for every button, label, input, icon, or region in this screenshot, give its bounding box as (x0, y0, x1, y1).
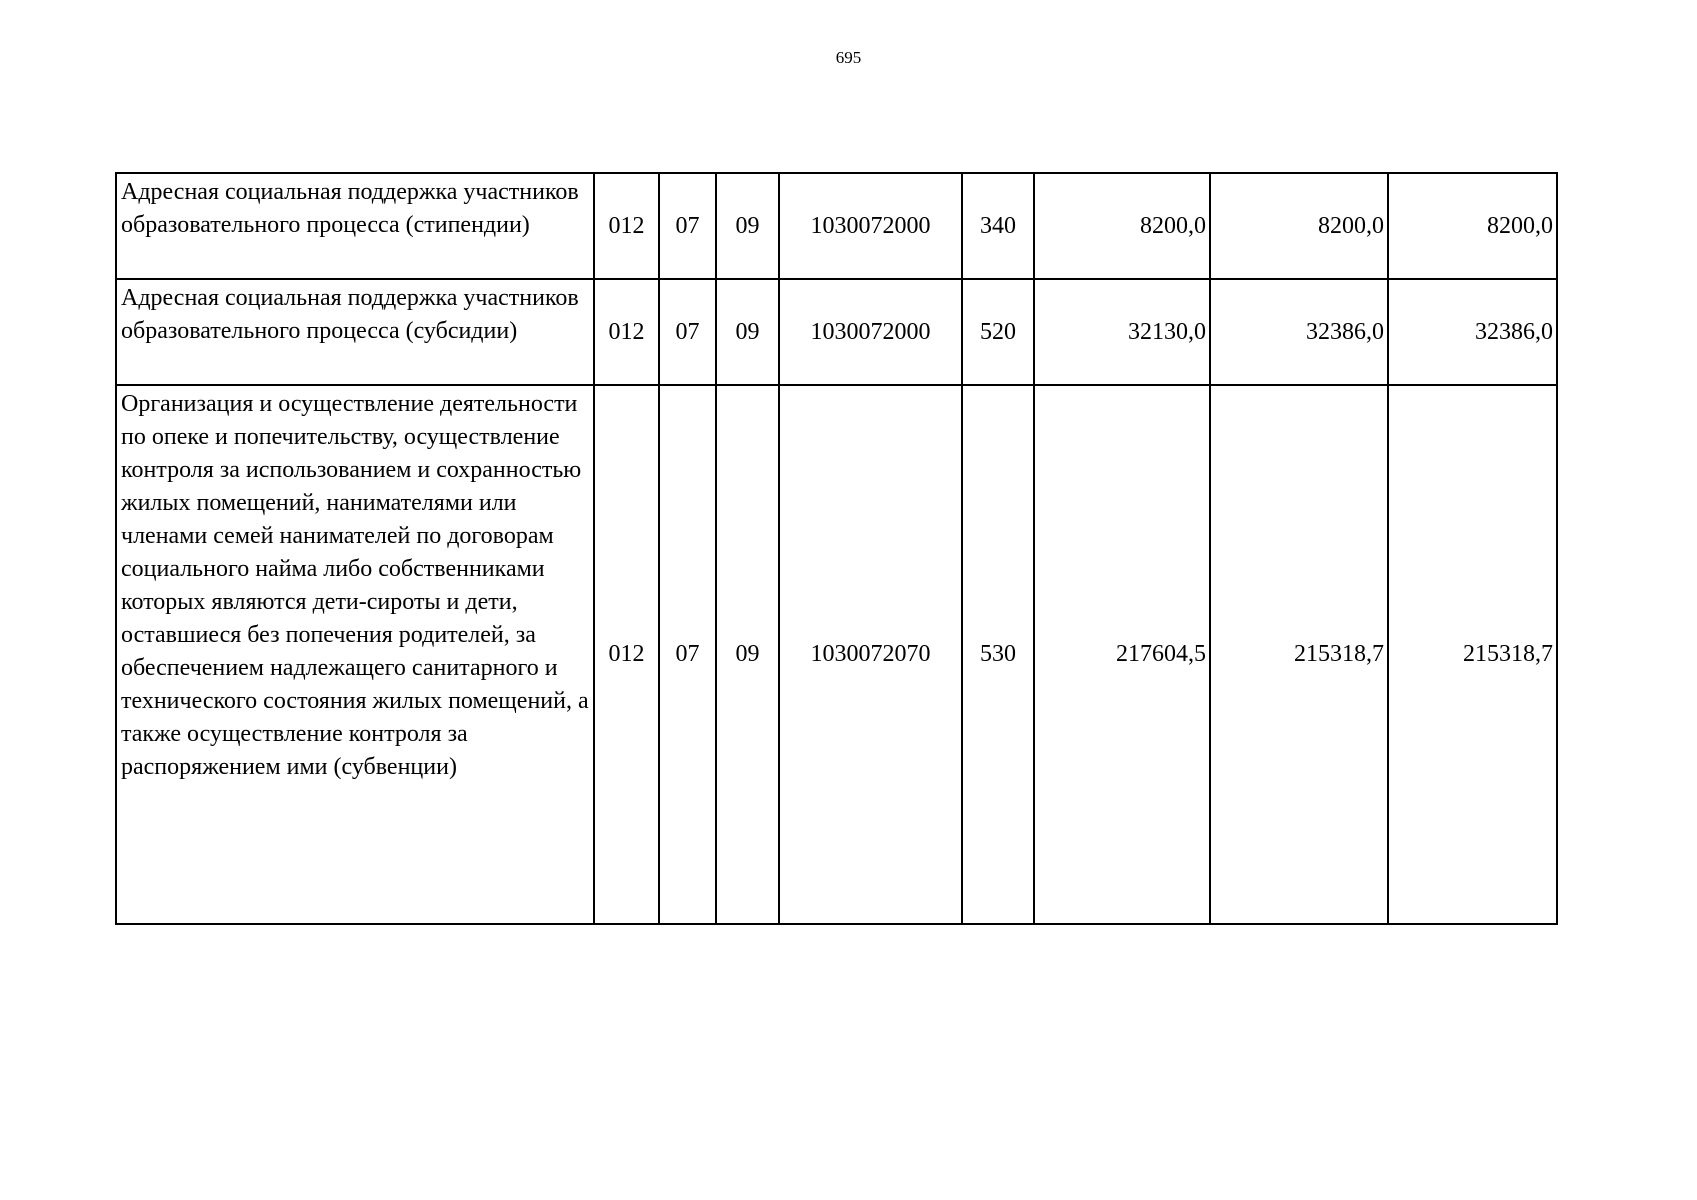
amount-year-1: 8200,0 (1034, 173, 1210, 279)
section-code: 07 (659, 173, 716, 279)
subsection-code: 09 (716, 173, 779, 279)
row-description: Адресная социальная поддержка участников образовательного процесса (субсидии) (116, 279, 594, 385)
subsection-code: 09 (716, 385, 779, 924)
expense-type-code: 340 (962, 173, 1034, 279)
amount-year-3: 32386,0 (1388, 279, 1557, 385)
budget-table (115, 172, 1558, 925)
amount-year-1: 217604,5 (1034, 385, 1210, 924)
page-number: 695 (835, 48, 862, 67)
amount-year-2: 8200,0 (1210, 173, 1388, 279)
row-description: Адресная социальная поддержка участников образовательного процесса (стипендии) (116, 173, 594, 279)
expense-type-code: 520 (962, 279, 1034, 385)
amount-year-2: 215318,7 (1210, 385, 1388, 924)
target-article-code: 1030072000 (779, 279, 962, 385)
ministry-code: 012 (594, 385, 659, 924)
amount-year-2: 32386,0 (1210, 279, 1388, 385)
ministry-code: 012 (594, 279, 659, 385)
ministry-code: 012 (594, 173, 659, 279)
section-code: 07 (659, 279, 716, 385)
expense-type-code: 530 (962, 385, 1034, 924)
row-description: Организация и осуществление деятельности по опеке и попечительству, осуществление контроля за использованием и сохранностью жилых помещений, нанимателями или членами семей нанимателей по договорам социального найма либо собственниками которых являются дети-сироты и дети, оставшиеся без попечения родителей, за обеспечением надлежащего санитарного и технического состояния жилых помещений, а также осуществление контроля за распоряжением ими (субвенции) (116, 385, 594, 924)
subsection-code: 09 (716, 279, 779, 385)
amount-year-3: 215318,7 (1388, 385, 1557, 924)
target-article-code: 1030072070 (779, 385, 962, 924)
table-row (116, 279, 1557, 385)
target-article-code: 1030072000 (779, 173, 962, 279)
table-row (116, 385, 1557, 924)
section-code: 07 (659, 385, 716, 924)
amount-year-1: 32130,0 (1034, 279, 1210, 385)
table-row (116, 173, 1557, 279)
amount-year-3: 8200,0 (1388, 173, 1557, 279)
